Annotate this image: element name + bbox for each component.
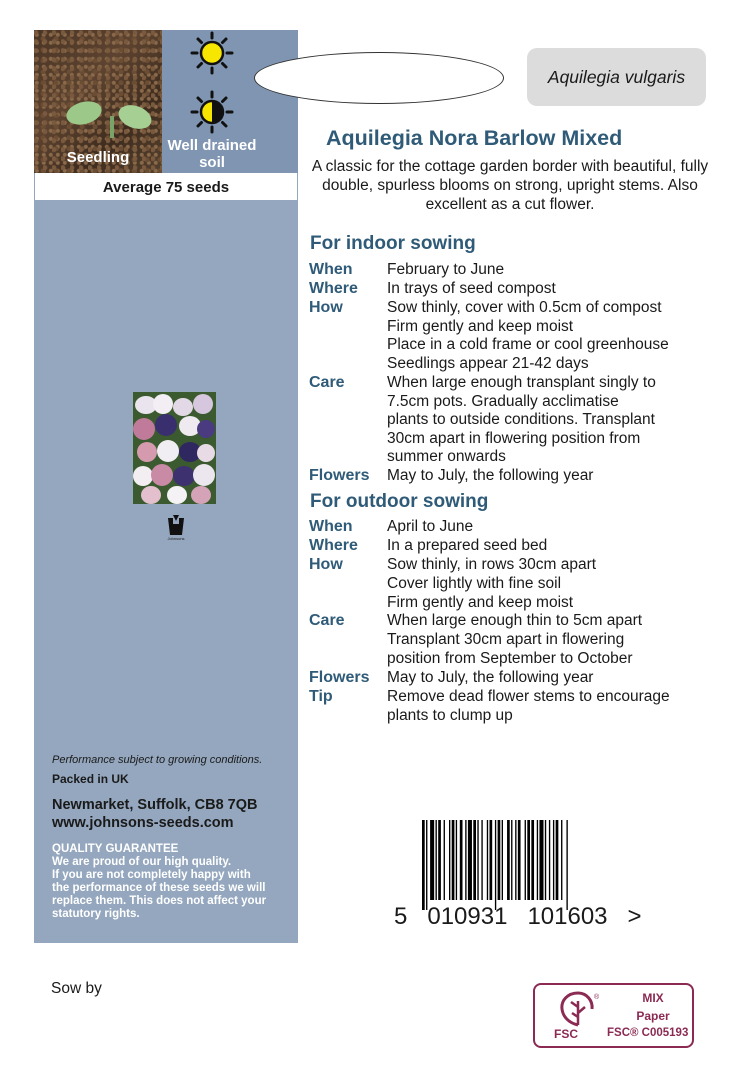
- barcode-bar: [498, 820, 501, 900]
- fsc-tree-logo-icon: [553, 989, 603, 1029]
- guarantee-line: If you are not completely happy with: [52, 869, 251, 881]
- seedling-caption: Seedling: [66, 149, 130, 166]
- barcode-bar: [430, 820, 434, 900]
- row-label: Care: [309, 374, 345, 391]
- barcode-bar: [465, 820, 466, 900]
- row-value: Seedlings appear 21-42 days: [387, 355, 589, 372]
- fsc-code: FSC® C005193: [607, 1027, 689, 1039]
- pot-logo-text: Johnsons: [167, 536, 185, 541]
- soil-caption-line2: soil: [199, 154, 225, 171]
- barcode-bar: [566, 820, 567, 910]
- barcode-bar: [477, 820, 478, 900]
- barcode-bar: [444, 820, 445, 900]
- packed-in: Packed in UK: [52, 772, 129, 786]
- barcode-bar: [487, 820, 488, 900]
- barcode-bar: [515, 820, 516, 900]
- barcode-bar: [531, 820, 534, 900]
- row-value: Firm gently and keep moist: [387, 318, 574, 335]
- performance-note: Performance subject to growing conditions.: [52, 754, 263, 766]
- row-value: May to July, the following year: [387, 669, 594, 686]
- row-label: Flowers: [309, 467, 370, 484]
- row-value: Sow thinly, cover with 0.5cm of compost: [387, 299, 662, 316]
- barcode-bar: [426, 820, 427, 910]
- barcode-bar: [438, 820, 441, 900]
- barcode-bar: [495, 820, 496, 910]
- row-value: Transplant 30cm apart in flowering position from September to October: [387, 631, 633, 667]
- sow-by-label: Sow by: [51, 980, 102, 997]
- website-link[interactable]: www.johnsons-seeds.com: [52, 815, 234, 831]
- barcode-digits: 5 010931 101603 >: [394, 903, 642, 930]
- row-value: In a prepared seed bed: [387, 537, 548, 554]
- latin-name: Aquilegia vulgaris: [527, 48, 706, 106]
- barcode-bar: [452, 820, 455, 900]
- indoor-heading: For indoor sowing: [310, 233, 476, 254]
- guarantee-line: replace them. This does not affect your: [52, 895, 267, 907]
- barcode-bar: [518, 820, 521, 900]
- row-value: Remove dead flower stems to encourage plants to clump up: [387, 688, 670, 724]
- barcode-bar: [481, 820, 482, 900]
- guarantee-line: statutory rights.: [52, 908, 140, 920]
- barcode-bar: [468, 820, 472, 900]
- barcode-bar: [556, 820, 559, 900]
- address-line: Newmarket, Suffolk, CB8 7QB: [52, 797, 258, 813]
- fsc-paper: Paper: [636, 1009, 670, 1023]
- barcode-bar: [490, 820, 493, 900]
- row-label: Flowers: [309, 669, 370, 686]
- barcode-bar: [539, 820, 543, 900]
- barcode-bar: [525, 820, 526, 900]
- row-label: Tip: [309, 688, 333, 705]
- soil-caption-line1: Well drained: [167, 137, 257, 154]
- barcode-bar: [473, 820, 476, 900]
- row-value: Firm gently and keep moist: [387, 594, 574, 611]
- barcode-bar: [507, 820, 510, 900]
- blank-label-tag: [254, 52, 504, 104]
- guarantee-line: the performance of these seeds we will: [52, 882, 266, 894]
- johnsons-pot-logo: [164, 515, 188, 545]
- barcode-bar: [527, 820, 530, 900]
- guarantee-line: We are proud of our high quality.: [52, 856, 232, 868]
- fsc-mix: MIX: [642, 991, 664, 1005]
- fsc-logo-text: FSC: [554, 1027, 578, 1041]
- barcode-bar: [561, 820, 562, 900]
- row-value: April to June: [387, 518, 474, 535]
- row-value: When large enough transplant singly to 7.5cm pots. Gradually acclimatise plants to outside conditions. Transplant 30cm apart in flowering position from summer onwards: [387, 374, 656, 466]
- row-label: Where: [309, 537, 358, 554]
- barcode-bar: [436, 820, 437, 900]
- product-description: A classic for the cottage garden border with beautiful, fully double, spurless blooms on strong, upright stems. Also excellent as a cut flower.: [311, 158, 709, 213]
- barcode-bar: [549, 820, 550, 900]
- barcode-bar: [545, 820, 546, 900]
- guarantee-title: QUALITY GUARANTEE: [52, 843, 179, 855]
- row-value: May to July, the following year: [387, 467, 594, 484]
- flower-photo: [133, 392, 216, 504]
- barcode-bar: [511, 820, 512, 900]
- row-value: Cover lightly with fine soil: [387, 575, 562, 592]
- row-label: When: [309, 261, 353, 278]
- outdoor-heading: For outdoor sowing: [310, 491, 489, 512]
- row-label: Where: [309, 280, 358, 297]
- barcode-bar: [537, 820, 538, 900]
- row-value: Sow thinly, in rows 30cm apart: [387, 556, 597, 573]
- row-value: When large enough thin to 5cm apart: [387, 612, 643, 629]
- row-value: Place in a cold frame or cool greenhouse: [387, 336, 669, 353]
- product-title: Aquilegia Nora Barlow Mixed: [326, 126, 623, 150]
- row-value: In trays of seed compost: [387, 280, 556, 297]
- barcode-bar: [456, 820, 457, 900]
- average-seeds: Average 75 seeds: [102, 179, 230, 196]
- row-value: February to June: [387, 261, 505, 278]
- seedling-photo: [34, 30, 162, 173]
- barcode: [420, 820, 675, 910]
- barcode-bar: [449, 820, 450, 900]
- row-label: When: [309, 518, 353, 535]
- barcode-bar: [502, 820, 503, 900]
- sunlight-panel: [162, 30, 298, 173]
- fsc-certification-badge: [533, 983, 694, 1048]
- svg-text:®: ®: [594, 994, 600, 1001]
- barcode-bar: [553, 820, 554, 900]
- barcode-bar: [460, 820, 463, 900]
- row-label: How: [309, 556, 343, 573]
- row-label: Care: [309, 612, 345, 629]
- row-label: How: [309, 299, 343, 316]
- barcode-bar: [422, 820, 425, 910]
